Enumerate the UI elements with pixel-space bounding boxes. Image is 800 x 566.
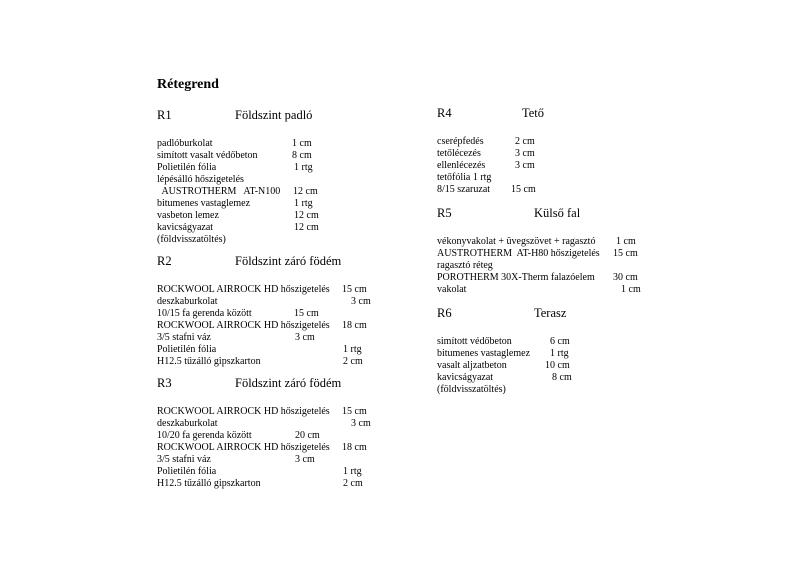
section-name: Tető xyxy=(522,106,545,120)
layer-name: (földvisszatöltés) xyxy=(157,234,226,245)
layer-name: Polietilén fólia xyxy=(157,162,217,173)
layer-thickness: 18 cm xyxy=(342,442,367,453)
layer-name: bitumenes vastaglemez xyxy=(437,348,531,359)
layer-thickness: 20 cm xyxy=(295,430,320,441)
layer-name: lépésálló hőszigetelés xyxy=(157,174,244,185)
layer-name: simított védőbeton xyxy=(437,336,512,347)
layer-name: vasbeton lemez xyxy=(157,210,219,221)
layer-name: vakolat xyxy=(437,284,467,295)
layer-thickness: 3 cm xyxy=(295,454,315,465)
section-name: Terasz xyxy=(534,306,567,320)
layer-thickness: 3 cm xyxy=(295,332,315,343)
section-code: R5 xyxy=(437,206,452,220)
layer-thickness: 1 rtg xyxy=(294,198,313,209)
section-name: Földszint záró födém xyxy=(235,254,342,268)
section-name: Földszint padló xyxy=(235,108,313,122)
layer-thickness: 3 cm xyxy=(515,160,535,171)
page-title: Rétegrend xyxy=(157,77,219,92)
layer-thickness: 15 cm xyxy=(342,406,367,417)
layer-thickness: 1 cm xyxy=(616,236,636,247)
layer-name: AUSTROTHERM AT-N100 xyxy=(157,186,281,197)
layer-name: AUSTROTHERM AT-H80 hőszigetelés xyxy=(437,248,600,259)
layer-thickness: 30 cm xyxy=(613,272,638,283)
layer-name: H12.5 tűzálló gipszkarton xyxy=(157,478,261,489)
section-code: R1 xyxy=(157,108,172,122)
layer-name: kavicságyazat xyxy=(437,372,494,383)
layer-name: deszkaburkolat xyxy=(157,418,218,429)
layer-name: tetőfólia 1 rtg xyxy=(437,172,492,183)
layer-thickness: 1 cm xyxy=(621,284,641,295)
layer-name: ROCKWOOL AIRROCK HD hőszigetelés xyxy=(157,442,330,453)
layer-name: 10/20 fa gerenda között xyxy=(157,430,252,441)
layer-name: ragasztó réteg xyxy=(437,260,493,271)
layer-thickness: 6 cm xyxy=(550,336,570,347)
layer-thickness: 3 cm xyxy=(351,418,371,429)
layer-name: (földvisszatöltés) xyxy=(437,384,506,395)
section-code: R4 xyxy=(437,106,452,120)
layer-name: Polietilén fólia xyxy=(157,466,217,477)
layer-name: Polietilén fólia xyxy=(157,344,217,355)
layer-name: bitumenes vastaglemez xyxy=(157,198,251,209)
layer-thickness: 1 rtg xyxy=(343,344,362,355)
layer-thickness: 1 rtg xyxy=(294,162,313,173)
layer-name: vékonyvakolat + üvegszövet + ragasztó xyxy=(437,236,596,247)
layer-thickness: 1 rtg xyxy=(550,348,569,359)
layer-thickness: 15 cm xyxy=(342,284,367,295)
layer-thickness: 10 cm xyxy=(545,360,570,371)
layer-name: 3/5 stafni váz xyxy=(157,332,211,343)
layer-name: cserépfedés xyxy=(437,136,484,147)
layer-thickness: 2 cm xyxy=(343,478,363,489)
layer-thickness: 12 cm xyxy=(294,210,319,221)
layer-name: 8/15 szaruzat xyxy=(437,184,491,195)
layer-name: ROCKWOOL AIRROCK HD hőszigetelés xyxy=(157,406,330,417)
layer-name: deszkaburkolat xyxy=(157,296,218,307)
layer-name: 10/15 fa gerenda között xyxy=(157,308,252,319)
layer-name: POROTHERM 30X-Therm falazóelem xyxy=(437,272,595,283)
layer-thickness: 1 rtg xyxy=(343,466,362,477)
layer-thickness: 3 cm xyxy=(351,296,371,307)
layer-name: vasalt aljzatbeton xyxy=(437,360,507,371)
layer-name: ROCKWOOL AIRROCK HD hőszigetelés xyxy=(157,284,330,295)
layer-thickness: 15 cm xyxy=(613,248,638,259)
layer-name: tetőlécezés xyxy=(437,148,481,159)
layer-name: ROCKWOOL AIRROCK HD hőszigetelés xyxy=(157,320,330,331)
layer-thickness: 15 cm xyxy=(511,184,536,195)
layer-name: ellenlécezés xyxy=(437,160,486,171)
layer-thickness: 1 cm xyxy=(292,138,312,149)
layer-thickness: 18 cm xyxy=(342,320,367,331)
section-code: R3 xyxy=(157,376,172,390)
layer-name: H12.5 tűzálló gipszkarton xyxy=(157,356,261,367)
layer-thickness: 15 cm xyxy=(294,308,319,319)
layer-thickness: 3 cm xyxy=(515,148,535,159)
section-name: Külső fal xyxy=(534,206,581,220)
layer-thickness: 2 cm xyxy=(515,136,535,147)
layer-thickness: 2 cm xyxy=(343,356,363,367)
layer-thickness: 12 cm xyxy=(293,186,318,197)
layer-thickness: 8 cm xyxy=(292,150,312,161)
layer-name: kavicságyazat xyxy=(157,222,214,233)
layer-thickness: 12 cm xyxy=(294,222,319,233)
section-code: R2 xyxy=(157,254,172,268)
layer-name: simított vasalt védőbeton xyxy=(157,150,258,161)
layer-name: 3/5 stafni váz xyxy=(157,454,211,465)
layer-name: padlóburkolat xyxy=(157,138,213,149)
section-code: R6 xyxy=(437,306,452,320)
section-name: Földszint záró födém xyxy=(235,376,342,390)
layer-thickness: 8 cm xyxy=(552,372,572,383)
